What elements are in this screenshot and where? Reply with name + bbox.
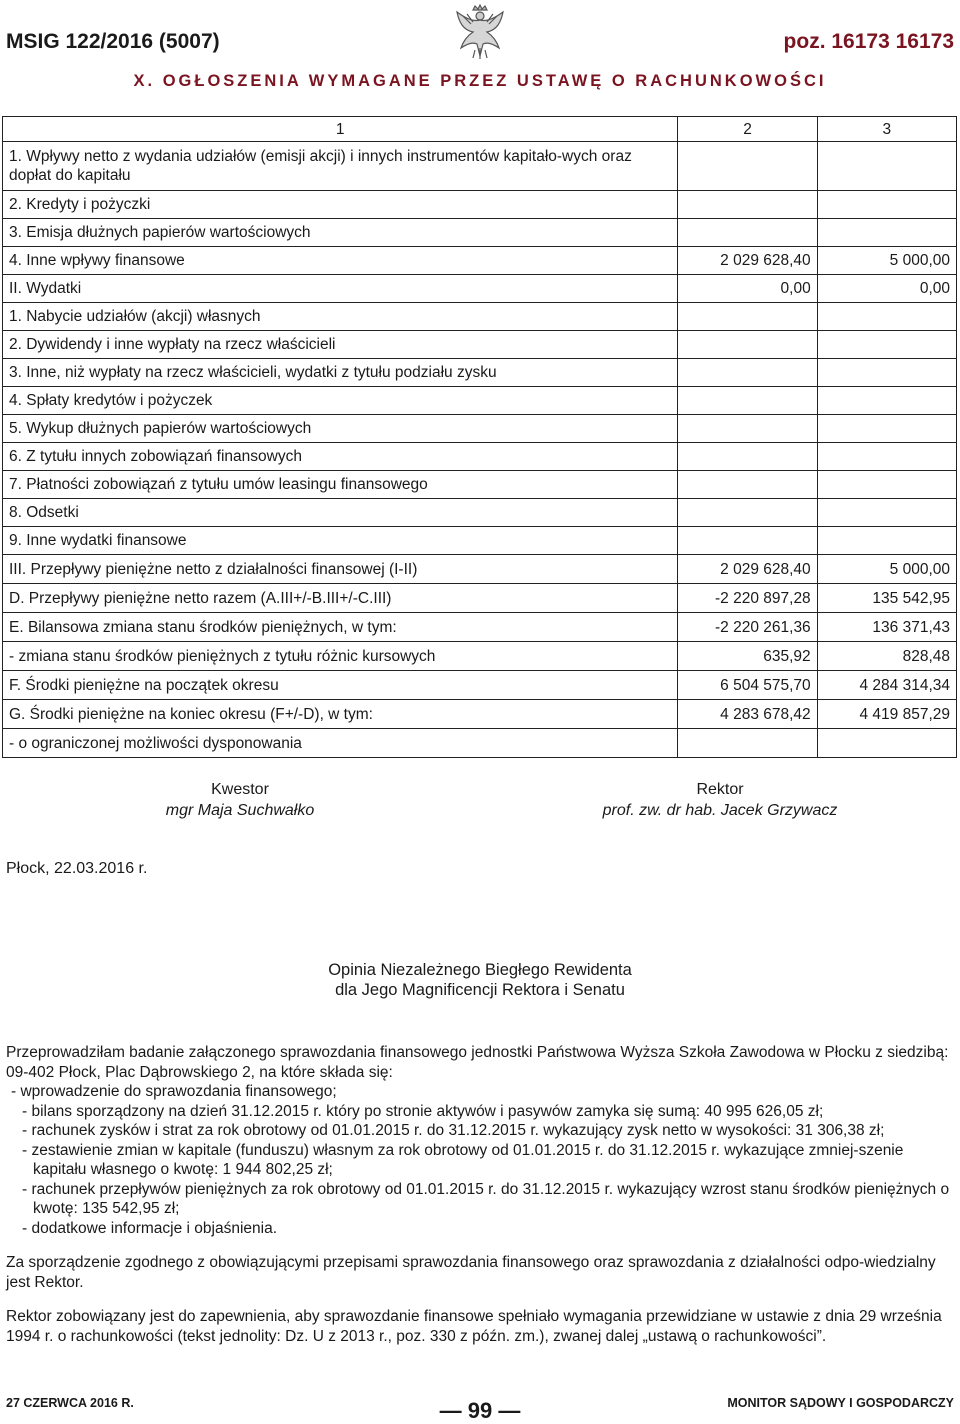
page-header: [0, 0, 960, 100]
row-value-previous: [817, 359, 956, 387]
row-value-current: 2 029 628,40: [678, 247, 817, 275]
row-label: G. Środki pieniężne na koniec okresu (F+/-D), w tym:: [3, 700, 678, 729]
row-value-previous: [817, 191, 956, 219]
row-label: 7. Płatności zobowiązań z tytułu umów leasingu finansowego: [3, 471, 678, 499]
place-date: Płock, 22.03.2016 r.: [6, 860, 148, 877]
opinion-title-line: dla Jego Magnificencji Rektora i Senatu: [335, 981, 625, 999]
row-label: 1. Wpływy netto z wydania udziałów (emisji akcji) i innych instrumentów kapitało-wych oraz dopłat do kapitału: [3, 142, 678, 191]
statement-components-list: [6, 1082, 956, 1238]
row-value-current: -2 220 261,36: [678, 613, 817, 642]
row-label: 1. Nabycie udziałów (akcji) własnych: [3, 303, 678, 331]
row-value-previous: [817, 303, 956, 331]
row-value-previous: [817, 527, 956, 555]
row-value-previous: 136 371,43: [817, 613, 956, 642]
signature-name: prof. zw. dr hab. Jacek Grzywacz: [602, 802, 838, 819]
row-label: II. Wydatki: [3, 275, 678, 303]
row-value-current: [678, 303, 817, 331]
row-value-previous: [817, 471, 956, 499]
row-label: F. Środki pieniężne na początek okresu: [3, 671, 678, 700]
table-row: [3, 700, 957, 729]
row-label: 4. Inne wpływy finansowe: [3, 247, 678, 275]
row-label: 8. Odsetki: [3, 499, 678, 527]
list-item: - dodatkowe informacje i objaśnienia.: [22, 1219, 278, 1237]
row-label: III. Przepływy pieniężne netto z działalności finansowej (I-II): [3, 555, 678, 584]
opinion-paragraph: Rektor zobowiązany jest do zapewnienia, aby sprawozdanie finansowe spełniało wymagania przewidziane w ustawie z dnia 29 września 1994 r. o rachunkowości (tekst jednolity: Dz. U z 2013 r., poz. 330 z późn. zm.), zwanej dalej „ustawą o rachunkowości”.: [6, 1308, 942, 1345]
row-value-current: [678, 331, 817, 359]
cash-flow-table: [2, 116, 957, 758]
row-value-current: [678, 387, 817, 415]
row-value-previous: [817, 499, 956, 527]
row-value-previous: 4 419 857,29: [817, 700, 956, 729]
table-row: [3, 275, 957, 303]
row-value-current: [678, 729, 817, 758]
row-value-previous: 5 000,00: [817, 555, 956, 584]
table-row: [3, 191, 957, 219]
row-value-previous: [817, 415, 956, 443]
row-value-current: [678, 499, 817, 527]
row-value-previous: 135 542,95: [817, 584, 956, 613]
signature-name: mgr Maja Suchwałko: [165, 802, 315, 819]
list-item: - rachunek przepływów pieniężnych za rok obrotowy od 01.01.2015 r. do 31.12.2015 r. wykazujący wzrost stanu środków pieniężnych o kwotę: 135 542,95 zł;: [22, 1180, 950, 1217]
table-header-cell: 3: [817, 117, 956, 142]
row-value-current: -2 220 897,28: [678, 584, 817, 613]
page-number: — 99 —: [439, 1398, 521, 1423]
table-row: [3, 303, 957, 331]
table-row: [3, 415, 957, 443]
footer-date: 27 CZERWCA 2016 R.: [6, 1396, 134, 1410]
row-label: 2. Kredyty i pożyczki: [3, 191, 678, 219]
row-value-current: [678, 443, 817, 471]
row-value-previous: [817, 387, 956, 415]
polish-eagle-emblem-icon: [453, 4, 507, 60]
list-item: - wprowadzenie do sprawozdania finansowego;: [11, 1083, 337, 1100]
row-value-current: [678, 142, 817, 191]
row-value-previous: 5 000,00: [817, 247, 956, 275]
opinion-title-line: Opinia Niezależnego Biegłego Rewidenta: [328, 961, 632, 979]
row-value-current: [678, 471, 817, 499]
table-header-row: [3, 117, 957, 142]
row-value-current: [678, 191, 817, 219]
table-row: [3, 613, 957, 642]
table-row: [3, 219, 957, 247]
opinion-body: [6, 1043, 956, 1346]
row-value-previous: [817, 729, 956, 758]
opinion-intro: Przeprowadziłam badanie załączonego sprawozdania finansowego jednostki Państwowa Wyższa Szkoła Zawodowa w Płocku z siedzibą: 09-402 Płock, Plac Dąbrowskiego 2, na które składa się:: [6, 1044, 949, 1081]
table-header-cell: 2: [678, 117, 817, 142]
footer-publication: MONITOR SĄDOWY I GOSPODARCZY: [727, 1396, 954, 1410]
table-row: [3, 555, 957, 584]
table-row: [3, 387, 957, 415]
list-item: - bilans sporządzony na dzień 31.12.2015 r. który po stronie aktywów i pasywów zamyka się sumą: 40 995 626,05 zł;: [22, 1102, 824, 1120]
row-label: 5. Wykup dłużnych papierów wartościowych: [3, 415, 678, 443]
table-row: [3, 584, 957, 613]
table-row: [3, 642, 957, 671]
row-label: 4. Spłaty kredytów i pożyczek: [3, 387, 678, 415]
table-row: [3, 729, 957, 758]
row-value-current: [678, 527, 817, 555]
section-title: X. OGŁOSZENIA WYMAGANE PRZEZ USTAWĘ O RACHUNKOWOŚCI: [133, 72, 827, 90]
row-value-previous: 828,48: [817, 642, 956, 671]
row-label: - zmiana stanu środków pieniężnych z tytułu różnic kursowych: [3, 642, 678, 671]
row-label: 3. Emisja dłużnych papierów wartościowych: [3, 219, 678, 247]
table-row: [3, 247, 957, 275]
row-value-current: [678, 219, 817, 247]
row-value-current: 6 504 575,70: [678, 671, 817, 700]
row-value-previous: [817, 219, 956, 247]
row-value-current: 0,00: [678, 275, 817, 303]
row-value-current: 2 029 628,40: [678, 555, 817, 584]
signature-left: [130, 781, 350, 820]
row-value-current: 635,92: [678, 642, 817, 671]
table-row: [3, 359, 957, 387]
row-label: E. Bilansowa zmiana stanu środków pieniężnych, w tym:: [3, 613, 678, 642]
list-item: - zestawienie zmian w kapitale (funduszu) własnym za rok obrotowy od 01.01.2015 r. do 31.12.2015 r. wykazujące zmniej-szenie kapitału własnego o kwotę: 1 944 802,25 zł;: [22, 1141, 904, 1178]
table-header-cell: 1: [3, 117, 678, 142]
row-value-previous: [817, 331, 956, 359]
journal-issue: MSIG 122/2016 (5007): [6, 30, 220, 53]
row-label: D. Przepływy pieniężne netto razem (A.III+/-B.III+/-C.III): [3, 584, 678, 613]
table-row: [3, 471, 957, 499]
row-label: 2. Dywidendy i inne wypłaty na rzecz właścicieli: [3, 331, 678, 359]
signature-right: [580, 781, 860, 820]
table-row: [3, 671, 957, 700]
row-label: 3. Inne, niż wypłaty na rzecz właścicieli, wydatki z tytułu podziału zysku: [3, 359, 678, 387]
opinion-paragraph: Za sporządzenie zgodnego z obowiązującymi przepisami sprawozdania finansowego oraz sprawozdania z działalności odpo-wiedzialny jest Rektor.: [6, 1254, 936, 1291]
table-row: [3, 527, 957, 555]
signature-role: Kwestor: [211, 781, 269, 798]
table-row: [3, 443, 957, 471]
row-value-previous: [817, 443, 956, 471]
signature-role: Rektor: [696, 781, 744, 798]
row-label: - o ograniczonej możliwości dysponowania: [3, 729, 678, 758]
list-item: - rachunek zysków i strat za rok obrotowy od 01.01.2015 r. do 31.12.2015 r. wykazujący zysk netto w wysokości: 31 306,38 zł;: [22, 1122, 885, 1139]
table-row: [3, 331, 957, 359]
row-label: 9. Inne wydatki finansowe: [3, 527, 678, 555]
row-value-current: 4 283 678,42: [678, 700, 817, 729]
row-label: 6. Z tytułu innych zobowiązań finansowych: [3, 443, 678, 471]
row-value-previous: 0,00: [817, 275, 956, 303]
row-value-current: [678, 415, 817, 443]
row-value-previous: [817, 142, 956, 191]
table-row: [3, 142, 957, 191]
row-value-previous: 4 284 314,34: [817, 671, 956, 700]
opinion-title: [0, 960, 960, 1000]
table-row: [3, 499, 957, 527]
position-number: poz. 16173 16173: [783, 30, 954, 53]
row-value-current: [678, 359, 817, 387]
